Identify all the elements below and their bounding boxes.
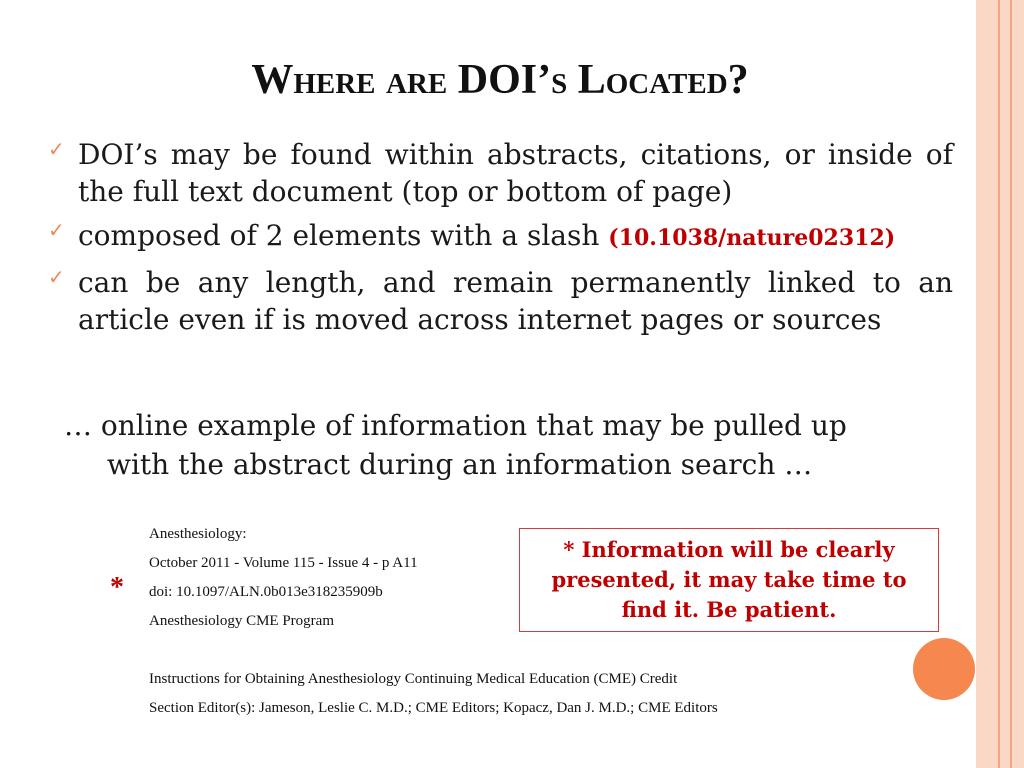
checkmark-icon: ✓ [48, 137, 65, 161]
example-paragraph [64, 406, 944, 484]
notice-line: find it. Be patient. [621, 597, 837, 622]
notice-line: presented, it may take time to [551, 567, 907, 592]
decorative-circle [913, 638, 975, 700]
bullet-item [48, 217, 953, 257]
citation-line: Anesthesiology: [149, 526, 247, 542]
bullet-text: can be any length, and remain permanently linked to an article even if is moved across internet pages or sources [78, 266, 953, 336]
stripe [1000, 0, 1010, 768]
citation-line: October 2011 - Volume 115 - Issue 4 - p A11 [149, 555, 418, 571]
checkmark-icon: ✓ [48, 218, 65, 242]
example-line: … online example of information that may be pulled up [64, 409, 847, 442]
bullet-text: DOI’s may be found within abstracts, citations, or inside of the full text document (top or bottom of page) [78, 138, 953, 208]
stripe [1012, 0, 1024, 768]
slide-title: Where are DOI’s Located? [251, 57, 749, 103]
notice-box [519, 528, 939, 632]
citation-line: Section Editor(s): Jameson, Leslie C. M.D.; CME Editors; Kopacz, Dan J. M.D.; CME Editors [149, 700, 718, 716]
bullet-item [48, 264, 953, 338]
citation-marker: * [110, 572, 124, 603]
notice-line: * Information will be clearly [563, 537, 895, 562]
decorative-stripes [976, 0, 1024, 768]
doi-example: (10.1038/nature02312) [608, 225, 896, 251]
example-line: with the abstract during an information search … [107, 448, 813, 481]
citation-spacer [149, 636, 718, 665]
bullet-list [48, 136, 953, 345]
bullet-item [48, 136, 953, 210]
citation-line: Instructions for Obtaining Anesthesiology Continuing Medical Education (CME) Credit [149, 671, 678, 687]
citation-doi: doi: 10.1097/ALN.0b013e318235909b [149, 584, 383, 600]
stripe [976, 0, 998, 768]
checkmark-icon: ✓ [48, 265, 65, 289]
bullet-text: composed of 2 elements with a slash [78, 219, 609, 252]
citation-line: Anesthesiology CME Program [149, 613, 334, 629]
